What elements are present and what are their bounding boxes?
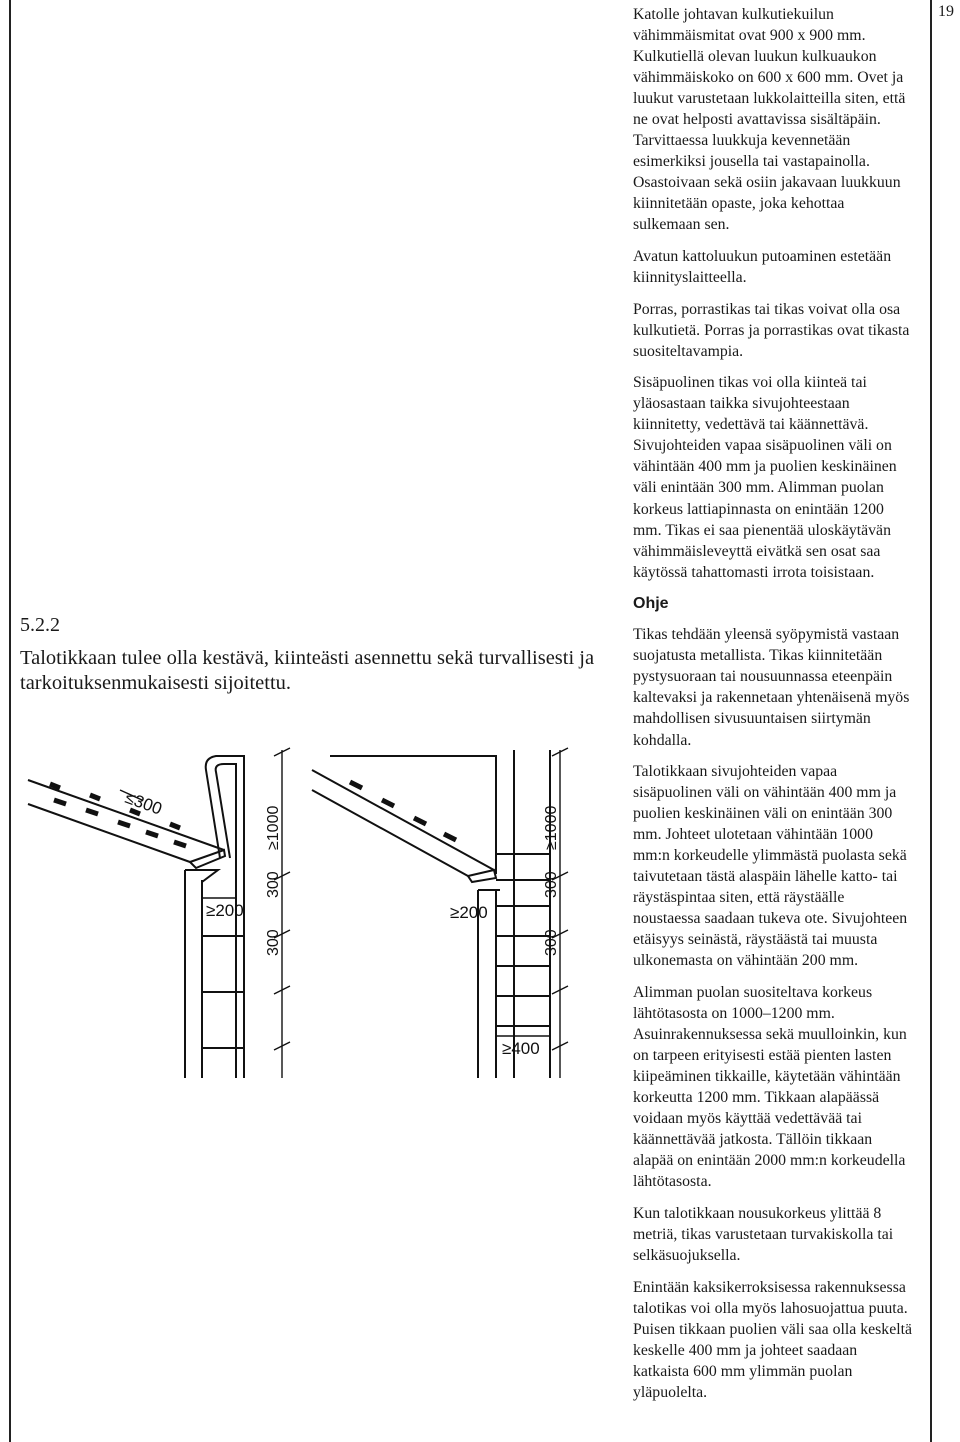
dimension-label: 300 [543,929,560,956]
section-text: Talotikkaan tulee olla kestävä, kiinteästi asennettu sekä turvallisesti ja tarkoituksenmukaisesti sijoitettu. [20,647,595,694]
guidance-paragraph: Enintään kaksikerroksisessa rakennuksessa talotikas voi olla myös lahosuojattua puuta. Puisen tikkaan puolien väli saa olla keskeltä keskelle 400 mm ja johteet saadaan katkaista 600 mm ylimmän puolan yläpuolelta. [633,1278,913,1401]
paragraph: Sisäpuolinen tikas voi olla kiinteä tai yläosastaan taikka sivujohteestaan kiinnitetty, vedettävä tai käännettävä. Sivujohteiden vapaa sisäpuolinen väli on vähintään 400 mm ja puolien keskinäinen väli enintään 300 mm. Alimman puolan korkeus lattiapinnasta on enintään 1200 mm. Tikas ei saa pienentää uloskäytävän vähimmäisleveyttä eivätkä sen osat saa käytössä tahattomasti irrota toisistaan. [633,374,897,581]
dimension-label: 300 [265,871,282,898]
guidance-heading: Ohje [633,595,669,613]
ladder-figure [20,740,612,1080]
width-label: ≥400 [502,1039,540,1058]
dimension-label: ≥1000 [265,805,282,850]
wall-distance-label: ≥200 [450,903,488,922]
ladder-drawing-left [28,748,290,1078]
dimension-label: ≥1000 [543,805,560,850]
paragraph: Katolle johtavan kulkutiekuilun vähimmäismitat ovat 900 x 900 mm. Kulkutiellä olevan luukun kulkuaukon vähimmäiskoko on 600 x 600 mm. Ovet ja luukut varustetaan lukkolaitteilla siten, että ne ovat helposti avattavissa sisältäpäin. Tarvittaessa luukkuja kevennetään esimerkiksi jousella tai vastapainolla. Osastoivaan sekä osiin jakavaan luukkuun kiinnitetään opaste, joka kehottaa sulkemaan sen. [633,6,906,234]
guidance-paragraph: Kun talotikkaan nousukorkeus ylittää 8 metriä, tikas varustetaan turvakiskolla tai selkäsuojuksella. [633,1204,894,1265]
guidance-paragraph: Alimman puolan suositeltava korkeus lähtötasosta on 1000–1200 mm. Asuinrakennuksessa sekä muulloinkin, kun on tarpeen erityisesti estää pienten lasten kiipeäminen tikkaille, käytetään vähintään korkeutta 1200 mm. Tikkaan alapäässä voidaan myös käyttää vedettävää tai käännettävää jatkosta. Tällöin tikkaan alapää on enintään 2000 mm:n korkeudella lähtötasosta. [633,984,907,1191]
guidance-paragraph: Talotikkaan sivujohteiden vapaa sisäpuolinen väli on vähintään 400 mm ja puolien keskinäinen väli on enintään 300 mm. Johteet ulotetaan vähintään 1000 mm:n korkeudelle ylimmästä puolasta sekä taivutetaan tästä alaspäin lähelle katto- tai räystäspintaa siten, että räystäälle noustaessa saadaan tukeva ote. Sivujohteen etäisyys seinästä, räystäästä tai muusta ulkonemasta on vähintään 200 mm. [633,763,908,970]
right-margin-rule [930,0,932,1442]
dimension-label: 300 [265,929,282,956]
paragraph: Porras, porrastikas tai tikas voivat olla osa kulkutietä. Porras ja porrastikas ovat tikasta suositeltavampia. [633,300,910,360]
left-margin-rule [9,0,11,1442]
text-column [633,4,913,1413]
wall-distance-label: ≥200 [206,901,244,920]
dimension-label: 300 [543,871,560,898]
ladder-drawing-right [312,748,568,1078]
page-number: 19 [938,3,954,20]
guidance-paragraph: Tikas tehdään yleensä syöpymistä vastaan suojatusta metallista. Tikas kiinnitetään pystysuoraan tai nousuunnassa eteenpäin kaltevaksi ja rakennetaan yhtenäisenä myös mahdollisen sivusuuntaisen siirtymän kohdalla. [633,626,910,749]
section-number: 5.2.2 [20,614,60,636]
paragraph: Avatun kattoluukun putoaminen estetään kiinnityslaitteella. [633,248,892,287]
rung-spacing-label: ≤300 [122,787,165,819]
